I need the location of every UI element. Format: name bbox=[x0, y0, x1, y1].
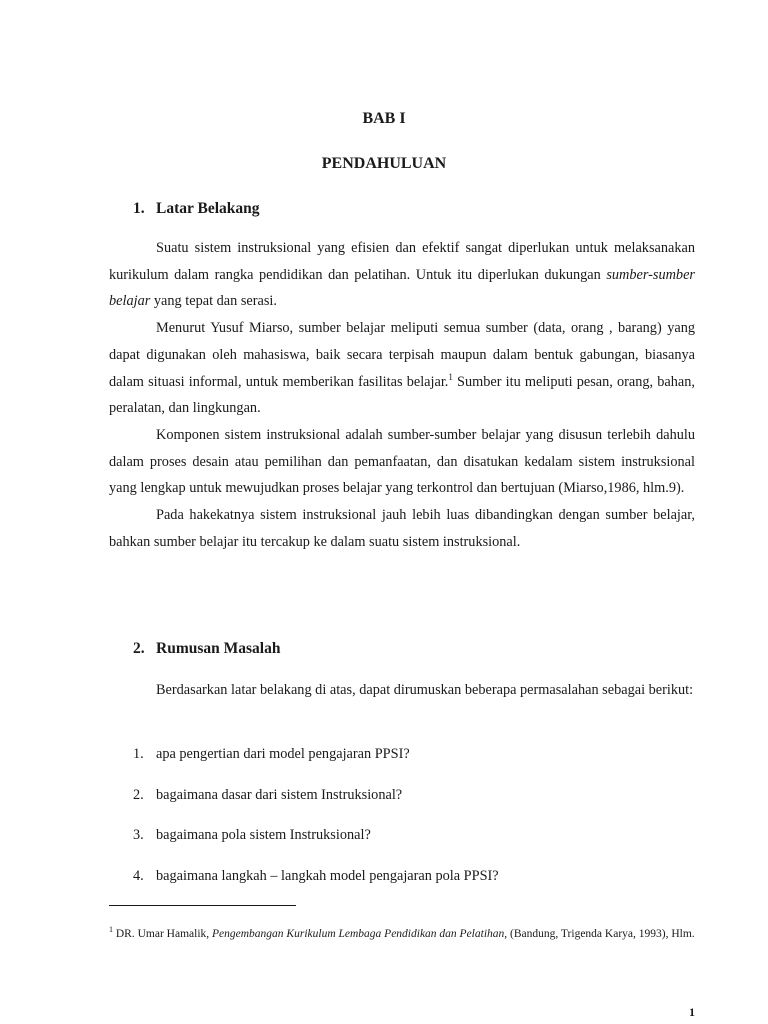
paragraph-text: Menurut Yusuf Miarso, sumber belajar meliputi semua sumber (data, orang , barang) yang dapat digunakan oleh mahasiswa, baik secara terpisah maupun dalam bentuk gabungan, biasanya dalam situasi informal, untuk memberikan fasilitas belajar. bbox=[109, 320, 695, 390]
list-item bbox=[133, 785, 499, 826]
list-item bbox=[133, 866, 499, 907]
paragraph-text: Sumber itu meliputi pesan, orang, bahan, peralatan, dan lingkungan. bbox=[109, 373, 695, 417]
paragraph: Berdasarkan latar belakang di atas, dapat dirumuskan beberapa permasalahan sebagai berikut: bbox=[156, 682, 694, 698]
paragraph-text: yang tepat dan serasi. bbox=[150, 293, 277, 310]
list-text: apa pengertian dari model pengajaran PPSI? bbox=[156, 746, 410, 762]
footnote-separator bbox=[109, 905, 296, 906]
paragraph: Komponen sistem instruksional adalah sumber-sumber belajar yang disusun terlebih dahulu dalam proses desain atau pemilihan dan pemanfaatan, dan disatukan kedalam sistem instruksional yang lengkap untuk mewujudkan proses belajar yang terkontrol dan bertujuan (Miarso,1986, hlm.9). bbox=[109, 426, 695, 497]
section-number: 2. bbox=[133, 640, 145, 657]
list-number: 3. bbox=[133, 827, 144, 843]
footnote-reference[interactable]: 1 bbox=[448, 371, 453, 382]
list-item bbox=[133, 744, 499, 785]
list-item bbox=[133, 825, 499, 866]
footnote-text: DR. Umar Hamalik, bbox=[113, 928, 213, 940]
paragraph-text: Suatu sistem instruksional yang efisien dan efektif sangat diperlukan untuk melaksanakan kurikulum dalam rangka pendidikan dan pelatihan. Untuk itu diperlukan dukungan bbox=[109, 240, 695, 283]
paragraph bbox=[109, 315, 695, 422]
section-intro-rumusan-masalah bbox=[109, 677, 695, 704]
paragraph: Pada hakekatnya sistem instruksional jauh lebih luas dibandingkan dengan sumber belajar, bahkan sumber belajar itu tercakup ke dalam suatu sistem instruksional. bbox=[109, 507, 695, 550]
footnote-text: , (Bandung, Trigenda Karya, 1993), Hlm. bbox=[504, 928, 695, 940]
emphasis-text: sumber-sumber belajar bbox=[109, 266, 695, 310]
list-text: bagaimana pola sistem Instruksional? bbox=[156, 827, 371, 843]
section-body-latar-belakang bbox=[109, 235, 695, 555]
section-heading-rumusan-masalah bbox=[133, 640, 280, 658]
section-title: Rumusan Masalah bbox=[156, 640, 281, 657]
section-title: Latar Belakang bbox=[156, 200, 260, 217]
footnote-book-title: Pengembangan Kurikulum Lembaga Pendidikan dan Pelatihan bbox=[212, 928, 505, 940]
footnote bbox=[109, 925, 695, 943]
footnote-mark: 1 bbox=[109, 925, 113, 935]
page-number: 1 bbox=[689, 1005, 695, 1019]
section-number: 1. bbox=[133, 200, 145, 217]
question-list bbox=[133, 744, 499, 906]
chapter-title: PENDAHULUAN bbox=[321, 155, 447, 172]
list-text: bagaimana dasar dari sistem Instruksional? bbox=[156, 786, 403, 803]
paragraph bbox=[109, 235, 695, 315]
list-number: 1. bbox=[133, 746, 144, 762]
list-text: bagaimana langkah – langkah model pengajaran pola PPSI? bbox=[156, 867, 499, 884]
list-number: 2. bbox=[133, 786, 144, 803]
section-heading-latar-belakang bbox=[133, 200, 260, 218]
list-number: 4. bbox=[133, 867, 144, 884]
chapter-heading: BAB I bbox=[362, 110, 406, 127]
